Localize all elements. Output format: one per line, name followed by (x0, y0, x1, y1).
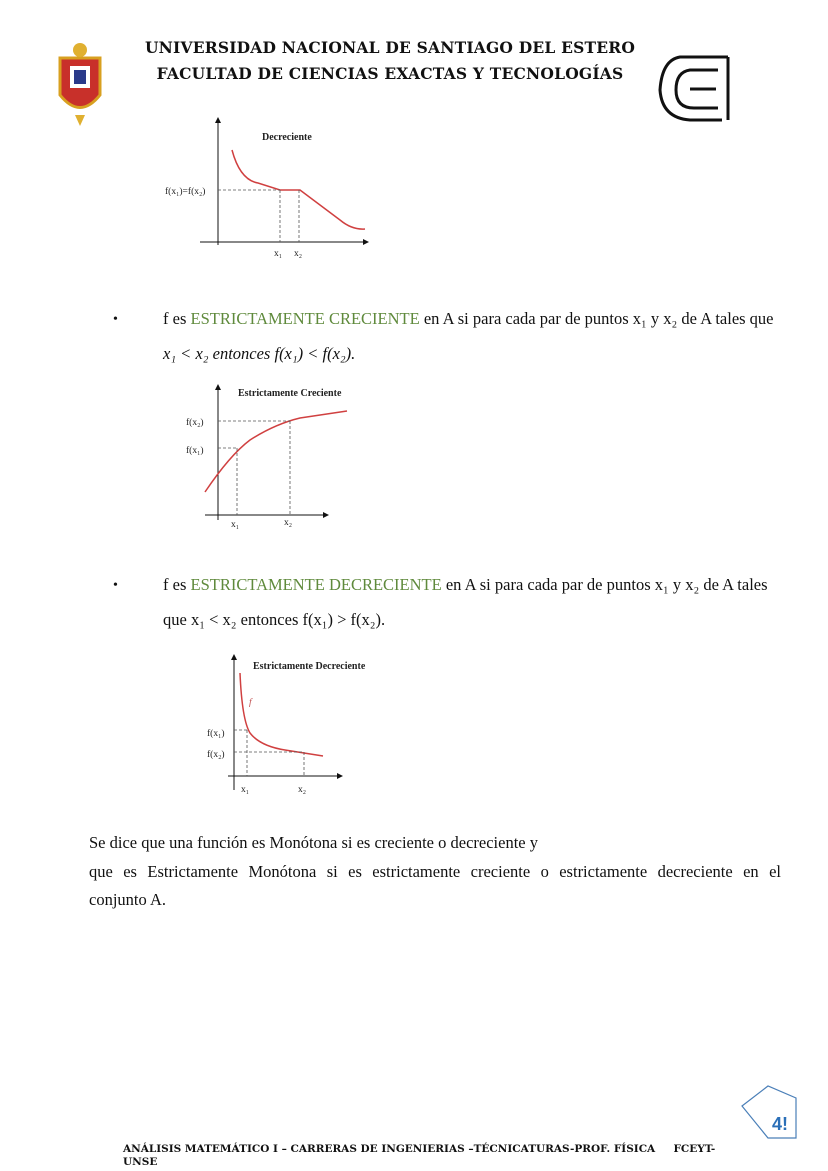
text: en A si para cada par de puntos x₁ y x₂ de A tales (441, 575, 768, 594)
x2-label: x₂ (298, 785, 307, 795)
header-faculty: FACULTAD DE CIENCIAS EXACTAS Y TECNOLOGÍAS (156, 64, 624, 83)
x1-label: x₁ (241, 785, 250, 795)
footer-line: UNSE (123, 1156, 158, 1168)
curve (205, 411, 347, 492)
footer-line: ANÁLISIS MATEMÁTICO I – CARRERAS DE INGENIERIAS –TÉCNICATURAS-PROF. FÍSICA FCEYT- (123, 1143, 716, 1155)
x2-label: x₂ (284, 518, 293, 528)
curve (240, 673, 323, 756)
fx2-label: f(x₂) (186, 418, 204, 428)
text: f es (163, 309, 191, 328)
condition-creciente: x₁ < x₂ entonces f(x₁) < f(x₂). (163, 344, 356, 363)
figure-decreciente (165, 118, 368, 259)
fx1-label: f(x₁) (207, 729, 225, 739)
fx2-label: f(x₂) (207, 750, 225, 760)
condition-decreciente: que x₁ < x₂ entonces f(x₁) > f(x₂). (163, 610, 386, 629)
paragraph-line: que es Estrictamente Monótona si es estrictamente creciente o estrictamente decreciente en el (89, 862, 781, 881)
figure-estrictamente-decreciente (207, 655, 366, 795)
curve (232, 150, 365, 229)
figure-title: Estrictamente Decreciente (253, 661, 366, 672)
bullet: • (113, 578, 118, 593)
term-estrictamente-creciente: ESTRICTAMENTE CRECIENTE (190, 309, 420, 328)
definition-creciente (163, 309, 774, 329)
text: f es (163, 575, 191, 594)
text: en A si para cada par de puntos x₁ y x₂ de A tales que (419, 309, 774, 328)
paragraph-line: Se dice que una función es Monótona si es creciente o decreciente y (89, 833, 538, 852)
x2-label: x₂ (294, 249, 303, 259)
f-label: f (249, 698, 252, 708)
figure-estrictamente-creciente (186, 385, 347, 530)
term-estrictamente-decreciente: ESTRICTAMENTE DECRECIENTE (190, 575, 442, 594)
footer (123, 1143, 723, 1169)
x1-label: x₁ (274, 249, 283, 259)
bullet: • (113, 312, 118, 327)
y-label: f(x₁)=f(x₂) (165, 187, 206, 197)
figure-title: Estrictamente Creciente (238, 388, 342, 399)
page-number: 4! (772, 1114, 789, 1134)
paragraph-line: conjunto A. (89, 890, 166, 909)
figure-title: Decreciente (262, 132, 312, 143)
fx1-label: f(x₁) (186, 446, 204, 456)
definition-decreciente (163, 575, 768, 595)
header-university: UNIVERSIDAD NACIONAL DE SANTIAGO DEL ESTERO (144, 38, 636, 57)
x1-label: x₁ (231, 520, 240, 530)
